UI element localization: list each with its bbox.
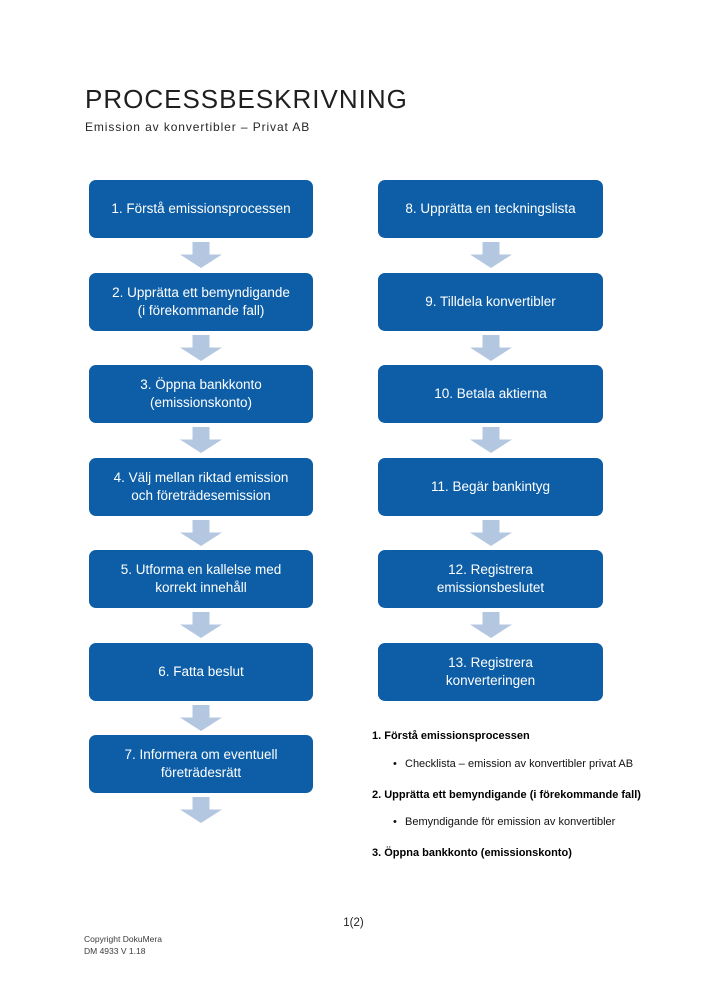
process-step-box bbox=[378, 643, 603, 701]
process-step-label: 10. Betala aktierna bbox=[434, 386, 547, 402]
process-step-label: 1. Förstå emissionsprocessen bbox=[111, 201, 291, 217]
down-arrow-icon bbox=[470, 238, 512, 273]
down-arrow-icon bbox=[180, 423, 222, 458]
process-step-box bbox=[378, 365, 603, 423]
process-step-label: 6. Fatta beslut bbox=[158, 663, 244, 679]
process-step-label: (i förekommande fall) bbox=[137, 302, 265, 318]
process-step-label: 5. Utforma en kallelse med bbox=[120, 562, 282, 578]
copyright-block bbox=[84, 933, 162, 958]
process-step-label: 12. Registrera bbox=[448, 562, 533, 578]
process-step-label: korrekt innehåll bbox=[155, 580, 247, 595]
down-arrow-icon bbox=[180, 238, 222, 273]
process-step-label: konverteringen bbox=[445, 672, 536, 688]
process-step-box bbox=[378, 550, 603, 608]
process-step-label: 3. Öppna bankkonto bbox=[140, 377, 262, 393]
down-arrow-icon bbox=[180, 793, 222, 828]
process-step-box bbox=[89, 180, 313, 238]
process-step-box bbox=[378, 458, 603, 516]
process-step-box bbox=[378, 180, 603, 238]
process-step-label: 9. Tilldela konvertibler bbox=[425, 293, 556, 309]
process-step-label: 7. Informera om eventuell bbox=[124, 747, 278, 763]
notes-section bbox=[372, 728, 650, 872]
process-step-label: och företrädesemission bbox=[131, 487, 271, 503]
process-step-label: 2. Upprätta ett bemyndigande bbox=[112, 284, 290, 300]
copyright-line2: DM 4933 V 1.18 bbox=[84, 946, 146, 957]
process-step-box bbox=[89, 643, 313, 701]
process-step-label: 13. Registrera bbox=[448, 654, 533, 670]
note-heading: 3. Öppna bankkonto (emissionskonto) bbox=[372, 847, 572, 859]
note-bullet-text: Checklista – emission av konvertibler privat AB bbox=[405, 757, 634, 770]
bullet-icon: • bbox=[393, 757, 397, 770]
note-heading: 1. Förstå emissionsprocessen bbox=[372, 730, 530, 742]
process-step-box bbox=[89, 365, 313, 423]
down-arrow-icon bbox=[180, 516, 222, 551]
note-heading: 2. Upprätta ett bemyndigande (i förekommande fall) bbox=[372, 788, 641, 801]
process-step-box bbox=[89, 458, 313, 516]
note-bullet-text: Bemyndigande för emission av konvertibler bbox=[405, 816, 616, 829]
process-step-label: 11. Begär bankintyg bbox=[430, 478, 551, 494]
bullet-icon: • bbox=[393, 816, 397, 829]
down-arrow-icon bbox=[180, 608, 222, 643]
note-bullet-list bbox=[372, 813, 650, 832]
process-step-label: företrädesrätt bbox=[160, 765, 242, 780]
process-step-label: emissionsbeslutet bbox=[436, 580, 545, 595]
note-bullet-item bbox=[372, 813, 650, 832]
page-title: PROCESSBESKRIVNING bbox=[85, 84, 408, 114]
down-arrow-icon bbox=[180, 701, 222, 736]
page-subtitle: Emission av konvertibler – Privat AB bbox=[85, 120, 311, 134]
process-step-box bbox=[89, 273, 313, 331]
down-arrow-icon bbox=[470, 423, 512, 458]
process-step-box bbox=[89, 550, 313, 608]
process-step-box bbox=[378, 273, 603, 331]
process-step-box bbox=[89, 735, 313, 793]
process-column-left bbox=[89, 180, 313, 828]
process-step-label: 8. Upprätta en teckningslista bbox=[405, 201, 576, 217]
note-bullet-item bbox=[372, 755, 650, 774]
page-number: 1(2) bbox=[343, 917, 364, 929]
copyright-line1: Copyright DokuMera bbox=[84, 934, 162, 944]
note-bullet-list bbox=[372, 755, 650, 774]
down-arrow-icon bbox=[470, 608, 512, 643]
process-step-label: 4. Välj mellan riktad emission bbox=[113, 469, 289, 485]
process-step-label: (emissionskonto) bbox=[149, 395, 253, 410]
down-arrow-icon bbox=[470, 331, 512, 366]
down-arrow-icon bbox=[470, 516, 512, 551]
down-arrow-icon bbox=[180, 331, 222, 366]
process-column-right bbox=[378, 180, 603, 701]
